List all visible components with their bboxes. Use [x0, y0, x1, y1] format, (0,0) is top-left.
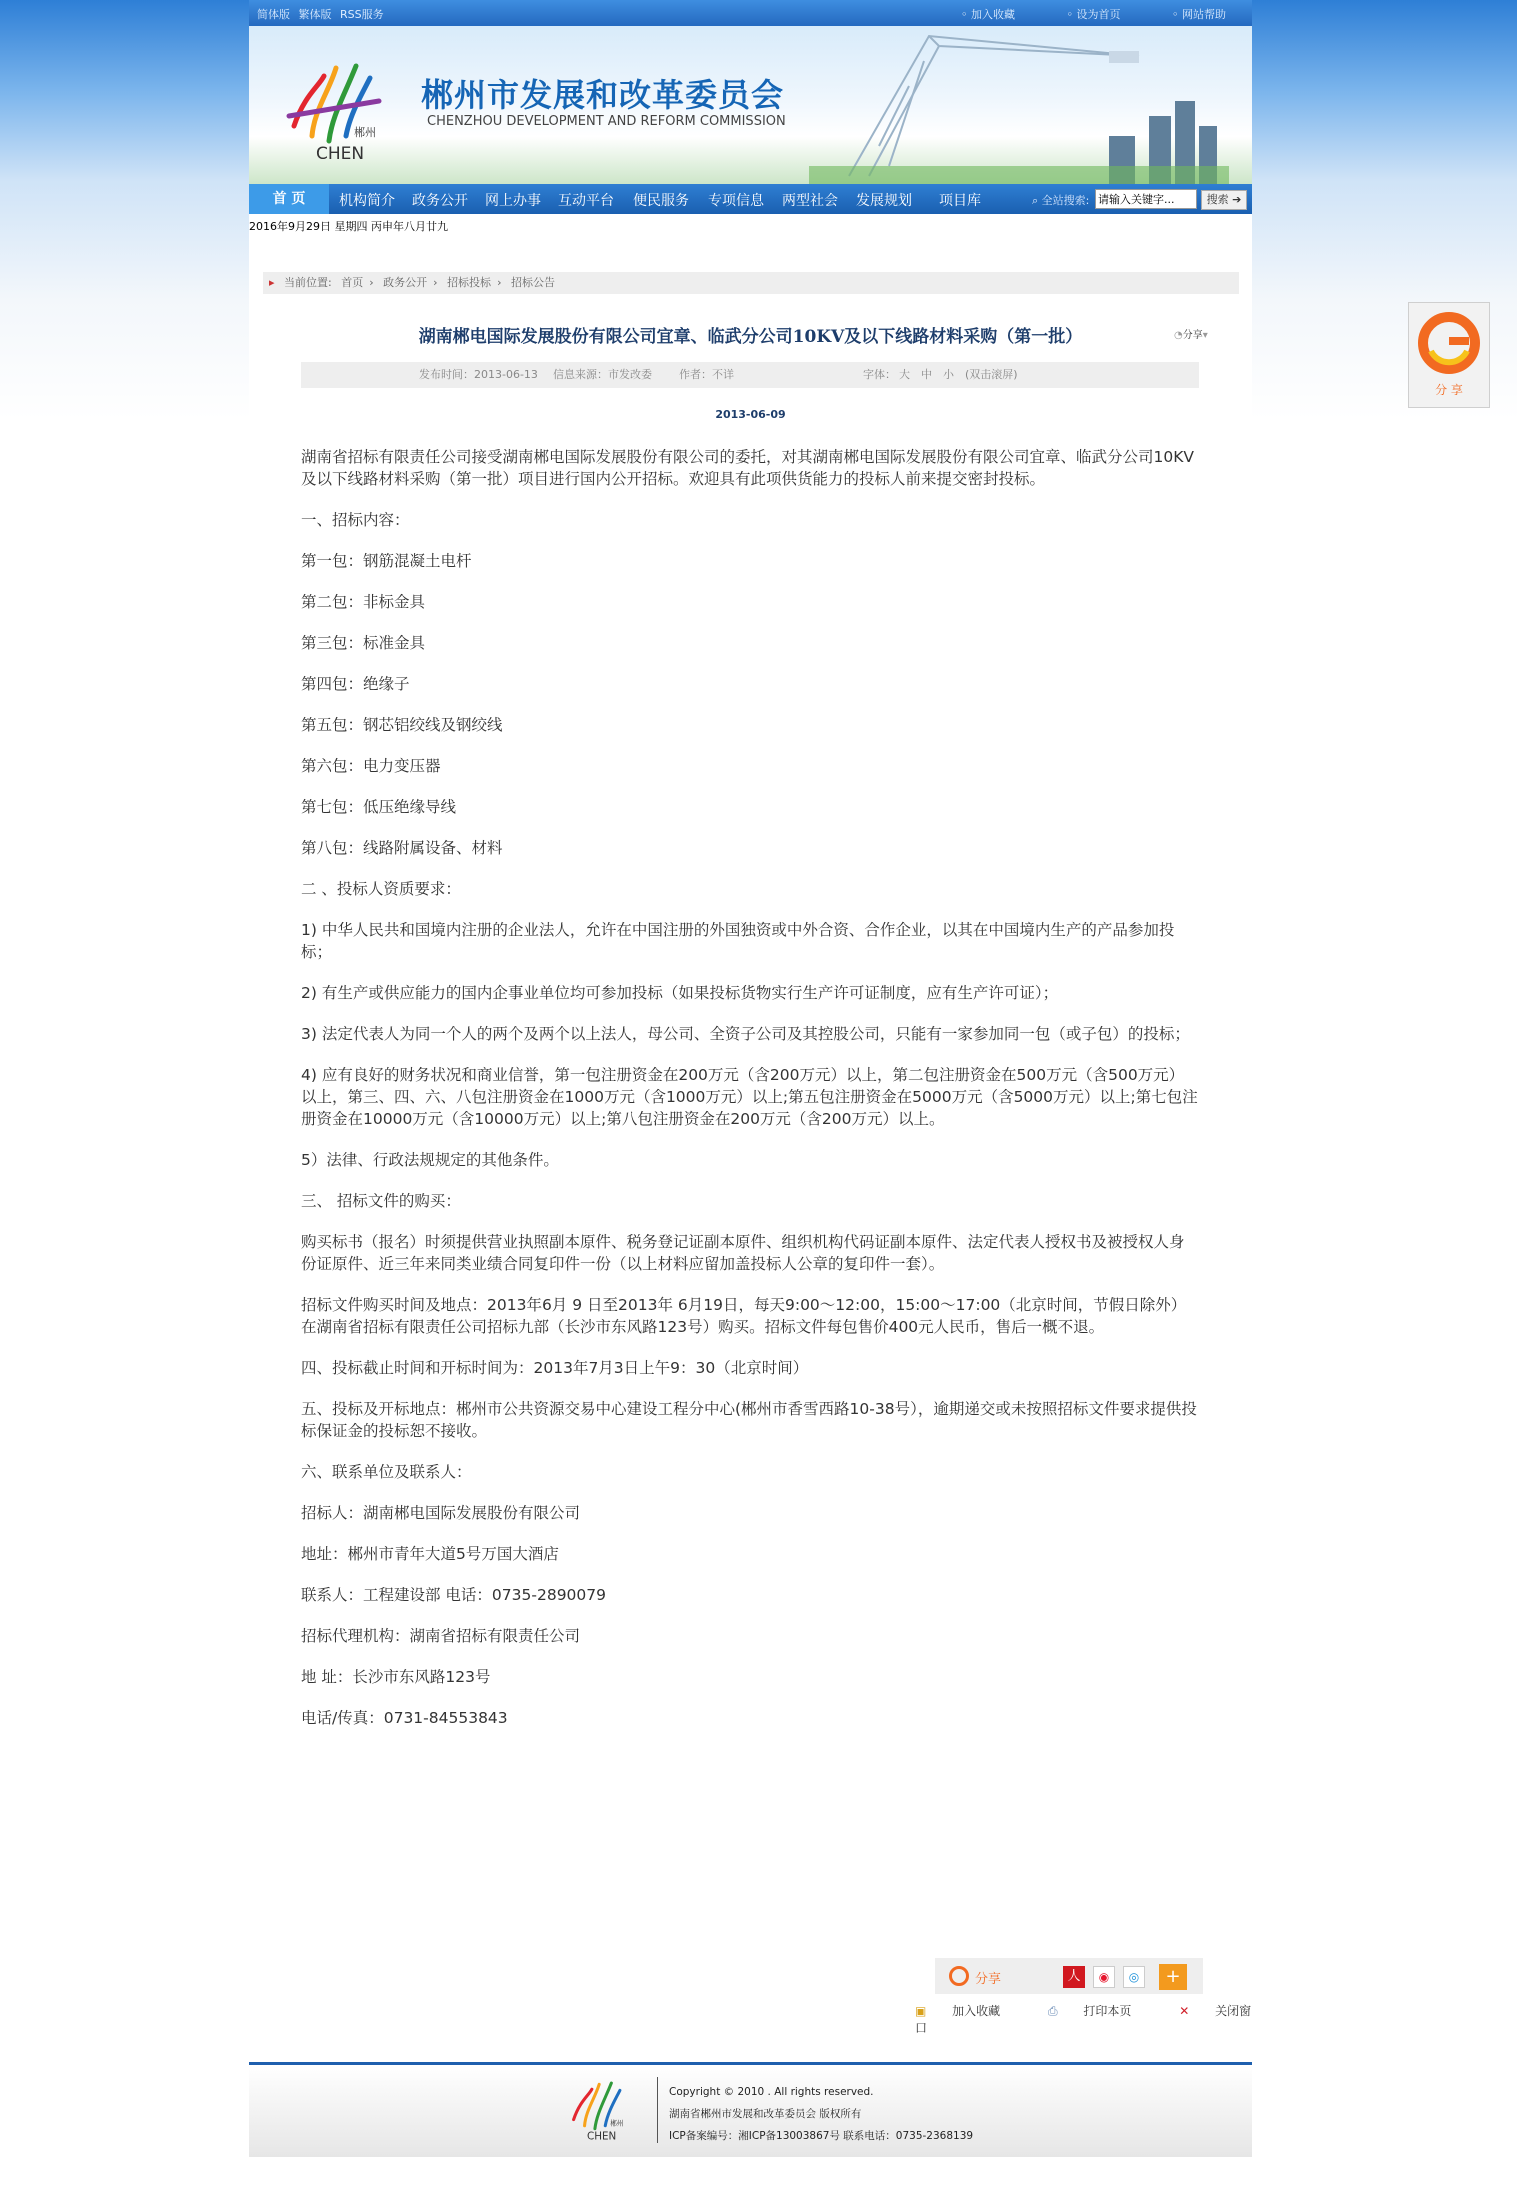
paragraph: 五、投标及开标地点：郴州市公共资源交易中心建设工程分中心(郴州市香雪西路10-38号），逾期递交或未按照招标文件要求提供投标保证金的投标恕不接收。 — [301, 1400, 1197, 1440]
meta-font-label: 字体： — [863, 368, 896, 381]
side-share-button[interactable] — [1408, 302, 1490, 408]
chevron-down-icon: ▾ — [1202, 330, 1208, 341]
paragraph: 四、投标截止时间和开标时间为：2013年7月3日上午9：30（北京时间） — [301, 1359, 809, 1377]
footer-logo — [559, 2077, 643, 2147]
search-icon: ⌕ — [1032, 194, 1042, 207]
page-actions — [915, 2002, 1252, 2036]
simplified-link[interactable]: 简体版 — [257, 8, 290, 21]
page-container — [249, 0, 1252, 2201]
icp-line: ICP备案编号：湘ICP备13003867号 联系电话：0735-2368139 — [669, 2130, 974, 2142]
folder-icon: ▣ — [915, 2004, 931, 2018]
share-icon: ◔ — [1174, 330, 1183, 341]
breadcrumb-gov-affairs[interactable]: 政务公开 — [383, 276, 428, 289]
nav-item-planning[interactable]: 发展规划 — [856, 193, 912, 209]
paragraph: 招标代理机构：湖南省招标有限责任公司 — [301, 1627, 581, 1645]
font-size-small[interactable]: 小 — [943, 368, 954, 381]
share-bar-label[interactable]: 分享 — [975, 1972, 1002, 1987]
owner-line: 湖南省郴州市发展和改革委员会 版权所有 — [669, 2108, 862, 2120]
breadcrumb: ▸ 当前位置: 首页 › 政务公开 › 招标投标 › 招标公告 — [263, 272, 1239, 294]
paragraph: 一、招标内容： — [301, 511, 410, 529]
paragraph: 第七包：低压绝缘导线 — [301, 798, 457, 816]
paragraph: 第八包：线路附属设备、材料 — [301, 839, 503, 857]
tencent-share-icon[interactable]: ◎ — [1123, 1966, 1145, 1988]
breadcrumb-arrow-icon: ▸ — [269, 276, 275, 289]
site-title: 郴州市发展和改革委员会 — [421, 76, 785, 114]
svg-text:郴州: 郴州 — [610, 2119, 624, 2128]
paragraph: 联系人：工程建设部 电话：0735-2890079 — [301, 1586, 606, 1604]
font-size-medium[interactable]: 中 — [921, 368, 932, 381]
set-homepage-link[interactable]: ◦ 设为首页 — [1067, 8, 1121, 21]
svg-text:郴州: 郴州 — [354, 126, 376, 139]
article-title: 湖南郴电国际发展股份有限公司宜章、临武分公司10KV及以下线路材料采购（第一批） — [418, 327, 1083, 347]
paragraph: 二 、投标人资质要求： — [301, 880, 461, 898]
arrow-right-icon: ➔ — [1232, 193, 1242, 206]
search-button[interactable]: 搜索 ➔ — [1201, 190, 1247, 210]
nav-item-online-service[interactable]: 网上办事 — [485, 193, 541, 209]
share-bar — [935, 1958, 1203, 1994]
paragraph: 第四包：绝缘子 — [301, 675, 410, 693]
dblclick-scroll-hint: (双击滚屏) — [965, 368, 1018, 381]
paragraph: 地址：郴州市青年大道5号万国大酒店 — [301, 1545, 559, 1563]
crane-skyline-illustration — [809, 26, 1229, 184]
weibo-share-icon[interactable]: ◉ — [1093, 1966, 1115, 1988]
nav-item-two-type[interactable]: 两型社会 — [782, 193, 838, 209]
paragraph: 招标文件购买时间及地点：2013年6月 9 日至2013年 6月19日，每天9:00～12:00，15:00～17:00（北京时间，节假日除外）在湖南省招标有限责任公司招标九部（长沙市东风路123号）购买。招标文件每包售价400元人民币，售后一概不退。 — [301, 1296, 1187, 1336]
paragraph: 第二包：非标金具 — [301, 593, 426, 611]
article-meta — [301, 362, 1199, 388]
svg-text:CHEN: CHEN — [316, 144, 365, 164]
meta-source: 信息来源：市发改委 — [553, 368, 652, 381]
top-bar — [249, 0, 1252, 26]
site-logo — [284, 56, 394, 171]
paragraph: 第五包：钢芯铝绞线及钢绞线 — [301, 716, 503, 734]
paragraph: 地 址：长沙市东风路123号 — [301, 1668, 491, 1686]
breadcrumb-bid-notice[interactable]: 招标公告 — [510, 276, 555, 289]
side-share-label: 分 享 — [1435, 383, 1463, 397]
nav-item-public-service[interactable]: 便民服务 — [633, 193, 689, 209]
breadcrumb-label: 当前位置: — [284, 276, 332, 289]
font-size-large[interactable]: 大 — [899, 368, 910, 381]
header-banner — [249, 26, 1252, 184]
site-help-link[interactable]: ◦ 网站帮助 — [1172, 8, 1226, 21]
nav-home[interactable]: 首 页 — [249, 184, 329, 214]
search-input[interactable] — [1095, 189, 1197, 209]
traditional-link[interactable]: 繁体版 — [298, 8, 332, 21]
more-share-button[interactable]: + — [1159, 1964, 1187, 1990]
paragraph: 2) 有生产或供应能力的国内企事业单位均可参加投标（如果投标货物实行生产许可证制度，应有生产许可证）； — [301, 984, 1059, 1002]
paragraph: 购买标书（报名）时须提供营业执照副本原件、税务登记证副本原件、组织机构代码证副本原件、法定代表人授权书及被授权人身份证原件、近三年来同类业绩合同复印件一份（以上材料应留加盖投标人公章的复印件一套）。 — [301, 1233, 1185, 1273]
renren-share-icon[interactable]: 人 — [1063, 1966, 1085, 1988]
svg-text:CHEN: CHEN — [587, 2130, 617, 2143]
share-mini-button[interactable]: ◔分享▾ — [1174, 330, 1208, 341]
nav-item-org[interactable]: 机构简介 — [339, 193, 395, 209]
breadcrumb-bidding[interactable]: 招标投标 — [447, 276, 492, 289]
copyright-line: Copyright © 2010 . All rights reserved. — [669, 2086, 874, 2098]
paragraph: 1) 中华人民共和国境内注册的企业法人，允许在中国注册的外国独资或中外合资、合作企业，以其在中国境内生产的产品参加投标； — [301, 921, 1175, 961]
search-label: ⌕ 全站搜索: — [1032, 194, 1090, 207]
paragraph: 三、 招标文件的购买： — [301, 1192, 461, 1210]
add-favorite-link[interactable]: ◦ 加入收藏 — [961, 8, 1015, 21]
breadcrumb-home[interactable]: 首页 — [341, 276, 364, 289]
paragraph: 湖南省招标有限责任公司接受湖南郴电国际发展股份有限公司的委托，对其湖南郴电国际发展股份有限公司宜章、临武分公司10KV及以下线路材料采购（第一批）项目进行国内公开招标。欢迎具有此项供货能力的投标人前来提交密封投标。 — [301, 448, 1194, 488]
main-nav — [249, 184, 1252, 214]
date-line: 2016年9月29日 星期四 丙申年八月廿九 — [249, 220, 448, 233]
rss-link[interactable]: RSS服务 — [340, 8, 384, 21]
paragraph: 5）法律、行政法规规定的其他条件。 — [301, 1151, 559, 1169]
footer — [249, 2062, 1252, 2157]
add-favorite-action[interactable]: ▣ 加入收藏 — [915, 2004, 1001, 2018]
close-window-action[interactable]: ✕ 关闭窗口 — [915, 2004, 1252, 2035]
paragraph: 第一包：钢筋混凝土电杆 — [301, 552, 472, 570]
meta-author: 作者：不详 — [679, 368, 734, 381]
paragraph: 第三包：标准金具 — [301, 634, 426, 652]
nav-item-interaction[interactable]: 互动平台 — [558, 193, 614, 209]
share-logo-icon — [1417, 311, 1481, 375]
close-icon: ✕ — [1179, 2004, 1194, 2018]
article-body — [301, 446, 1199, 1748]
paragraph: 4) 应有良好的财务状况和商业信誉，第一包注册资金在200万元（含200万元）以上，第二包注册资金在500万元（含500万元）以上，第三、四、六、八包注册资金在1000万元（含1000万元）以上;第五包注册资金在5000万元（含5000万元）以上;第七包注册资金在10000万元（含10000万元）以上;第八包注册资金在200万元（含200万元）以上。 — [301, 1066, 1198, 1128]
nav-item-project-library[interactable]: 项目库 — [939, 193, 981, 209]
print-action[interactable]: ⎙ 打印本页 — [1048, 2004, 1132, 2018]
paragraph: 3) 法定代表人为同一个人的两个及两个以上法人，母公司、全资子公司及其控股公司，只能有一家参加同一包（或子包）的投标； — [301, 1025, 1190, 1043]
footer-text — [669, 2081, 973, 2147]
meta-published: 发布时间：2013-06-13 — [419, 368, 538, 381]
print-icon: ⎙ — [1048, 2004, 1062, 2018]
paragraph: 六、联系单位及联系人： — [301, 1463, 472, 1481]
article-date: 2013-06-09 — [715, 408, 786, 421]
paragraph: 第六包：电力变压器 — [301, 757, 441, 775]
share-logo-icon[interactable] — [949, 1966, 969, 1986]
language-links — [257, 6, 389, 22]
site-subtitle: CHENZHOU DEVELOPMENT AND REFORM COMMISSION — [427, 114, 786, 129]
utility-links — [913, 6, 1226, 22]
paragraph: 电话/传真：0731-84553843 — [301, 1709, 508, 1727]
paragraph: 招标人：湖南郴电国际发展股份有限公司 — [301, 1504, 581, 1522]
nav-item-special-info[interactable]: 专项信息 — [708, 193, 764, 209]
footer-divider — [657, 2077, 658, 2143]
nav-item-gov-affairs[interactable]: 政务公开 — [412, 193, 468, 209]
